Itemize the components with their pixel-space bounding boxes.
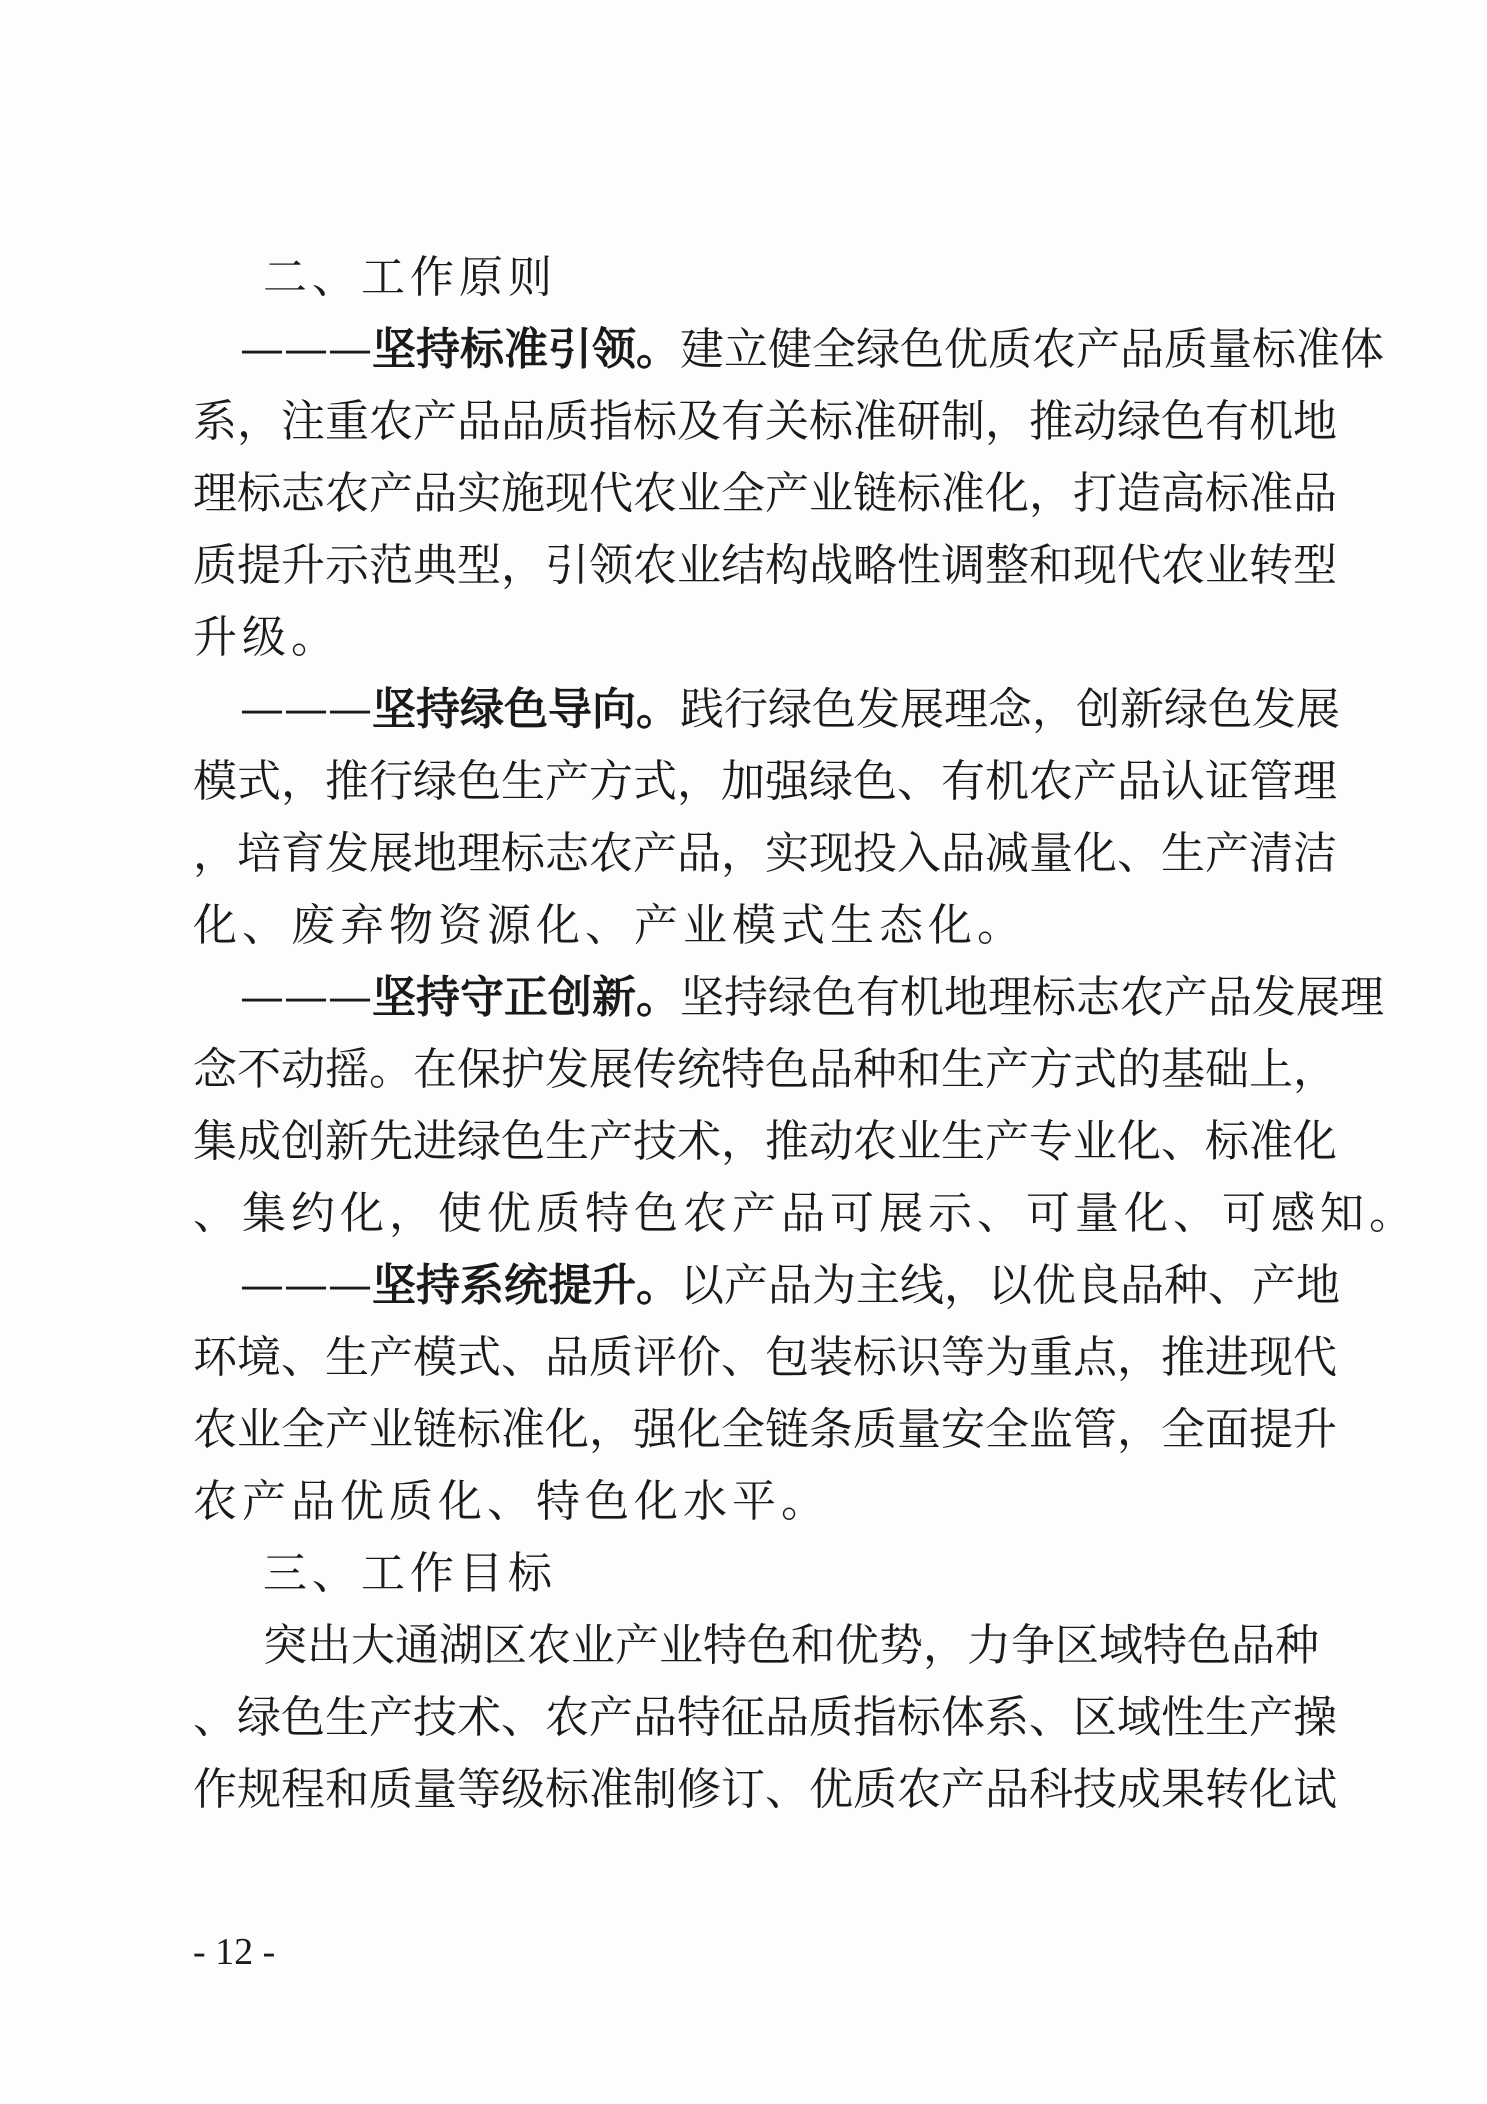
principle-title: 坚持系统提升。 <box>372 1260 680 1311</box>
goals-line: 作规程和质量等级标准制修订、优质农产品科技成果转化试 <box>193 1764 1337 1815</box>
section-heading-goals: 三、工作目标 <box>263 1548 557 1599</box>
principle-title: 坚持绿色导向。 <box>372 684 680 735</box>
principle-title: 坚持守正创新。 <box>372 972 680 1023</box>
em-dash: ——— <box>240 1260 372 1311</box>
principle-2-first-line: ———坚持绿色导向。践行绿色发展理念，创新绿色发展 <box>240 684 1340 735</box>
principle-2-line: 模式，推行绿色生产方式，加强绿色、有机农产品认证管理 <box>193 756 1337 807</box>
principle-2-line: 化、废弃物资源化、产业模式生态化。 <box>193 900 1026 951</box>
em-dash: ——— <box>240 972 372 1023</box>
principle-4-first-line: ———坚持系统提升。以产品为主线，以优良品种、产地 <box>240 1260 1340 1311</box>
principle-title: 坚持标准引领。 <box>372 324 680 375</box>
principle-4-line: 农产品优质化、特色化水平。 <box>193 1476 830 1527</box>
principle-1-line: 理标志农产品实施现代农业全产业链标准化，打造高标准品 <box>193 468 1337 519</box>
goals-line: 突出大通湖区农业产业特色和优势，力争区域特色品种 <box>263 1620 1319 1671</box>
goals-line: 、绿色生产技术、农产品特征品质指标体系、区域性生产操 <box>193 1692 1337 1743</box>
principle-3-line: 集成创新先进绿色生产技术，推动农业生产专业化、标准化 <box>193 1116 1337 1167</box>
em-dash: ——— <box>240 324 372 375</box>
principle-1-line: 升级。 <box>193 612 340 663</box>
principle-3-line: 、集约化，使优质特色农产品可展示、可量化、可感知。 <box>193 1188 1418 1239</box>
principle-3-first-line: ———坚持守正创新。坚持绿色有机地理标志农产品发展理 <box>240 972 1384 1023</box>
principle-1-line: 质提升示范典型，引领农业结构战略性调整和现代农业转型 <box>193 540 1337 591</box>
page-number: - 12 - <box>193 1931 276 1973</box>
em-dash: ——— <box>240 684 372 735</box>
principle-4-line: 农业全产业链标准化，强化全链条质量安全监管，全面提升 <box>193 1404 1337 1455</box>
principle-4-line: 环境、生产模式、品质评价、包装标识等为重点，推进现代 <box>193 1332 1337 1383</box>
principle-1-first-line: ———坚持标准引领。建立健全绿色优质农产品质量标准体 <box>240 324 1384 375</box>
principle-2-line: ，培育发展地理标志农产品，实现投入品减量化、生产清洁 <box>193 828 1337 879</box>
principle-3-line: 念不动摇。在保护发展传统特色品种和生产方式的基础上， <box>193 1044 1337 1095</box>
principle-1-line: 系，注重农产品品质指标及有关标准研制，推动绿色有机地 <box>193 396 1337 447</box>
section-heading-principles: 二、工作原则 <box>263 252 557 303</box>
